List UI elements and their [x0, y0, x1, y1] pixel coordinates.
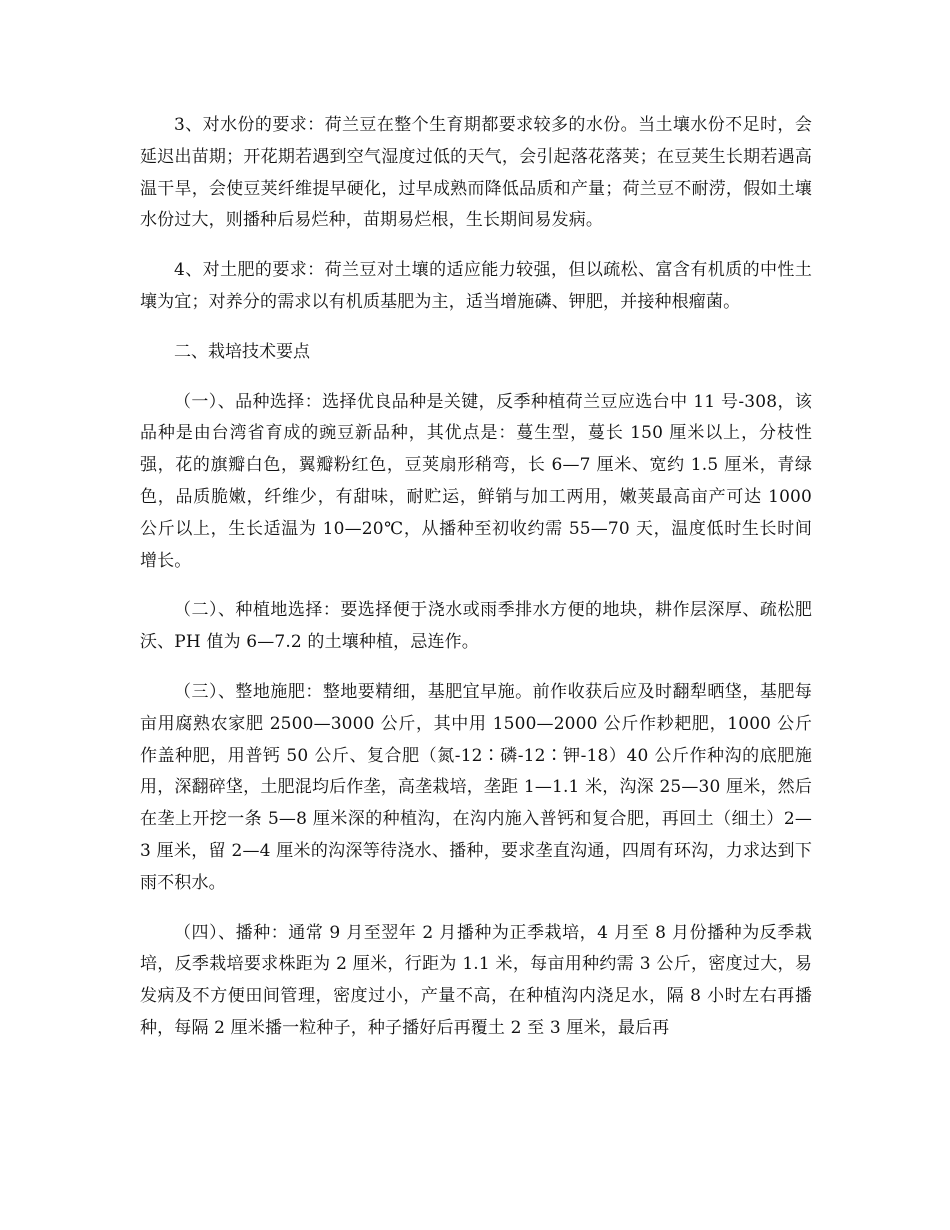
paragraph-sowing: （四）、播种：通常 9 月至翌年 2 月播种为正季栽培，4 月至 8 月份播种为反季栽培，反季栽培要求株距为 2 厘米，行距为 1.1 米，每亩用种约需 3 公斤，密度过大，易发病及不方便田间管理，密度过小，产量不高，在种植沟内浇足水，隔 8 小时左右再播种，每隔 2 厘米播一粒种子，种子播好后再覆土 2 至 3 厘米，最后再 — [140, 922, 812, 1038]
paragraph-soil-fertilizer-requirement: 4、对土肥的要求：荷兰豆对土壤的适应能力较强，但以疏松、富含有机质的中性土壤为宜；对养分的需求以有机质基肥为主，适当增施磷、钾肥，并接种根瘤菌。 — [140, 260, 812, 312]
paragraph-land-preparation-fertilizing: （三）、整地施肥：整地要精细，基肥宜早施。前作收获后应及时翻犁晒垡，基肥每亩用腐熟农家肥 2500—3000 公斤，其中用 1500—2000 公斤作耖耙肥，1000 公斤作盖种肥，用普钙 50 公斤、复合肥（氮-12∶磷-12∶钾-18）40 公斤作种沟的底肥施用，深翻碎垡，土肥混均后作垄，高垄栽培，垄距 1—1.1 米，沟深 25—30 厘米，然后在垄上开挖一条 5—8 厘米深的种植沟，在沟内施入普钙和复合肥，再回土（细土）2—3 厘米，留 2—4 厘米的沟深等待浇水、播种，要求垄直沟通，四周有环沟，力求达到下雨不积水。 — [140, 681, 812, 893]
document-body — [140, 110, 812, 1063]
paragraph-plot-selection: （二）、种植地选择：要选择便于浇水或雨季排水方便的地块，耕作层深厚、疏松肥沃、PH 值为 6—7.2 的土壤种植，忌连作。 — [140, 600, 812, 653]
paragraph-variety-selection: （一）、品种选择：选择优良品种是关键，反季种植荷兰豆应选台中 11 号-308，该品种是由台湾省育成的豌豆新品种，其优点是：蔓生型，蔓长 150 厘米以上，分枝性强，花的旗瓣白色，翼瓣粉红色，豆荚扇形稍弯，长 6—7 厘米、宽约 1.5 厘米，青绿色，品质脆嫩，纤维少，有甜味，耐贮运，鲜销与加工两用，嫩荚最高亩产可达 1000 公斤以上，生长适温为 10—20℃，从播种至初收约需 55—70 天，温度低时生长时间增长。 — [140, 391, 812, 571]
section-heading-cultivation-techniques: 二、栽培技术要点 — [174, 341, 310, 362]
paragraph-water-requirement: 3、对水份的要求：荷兰豆在整个生育期都要求较多的水份。当土壤水份不足时，会延迟出苗期；开花期若遇到空气湿度过低的天气，会引起落花落荚；在豆荚生长期若遇高温干旱，会使豆荚纤维提早硬化，过早成熟而降低品质和产量；荷兰豆不耐涝，假如土壤水份过大，则播种后易烂种，苗期易烂根，生长期间易发病。 — [140, 115, 812, 231]
